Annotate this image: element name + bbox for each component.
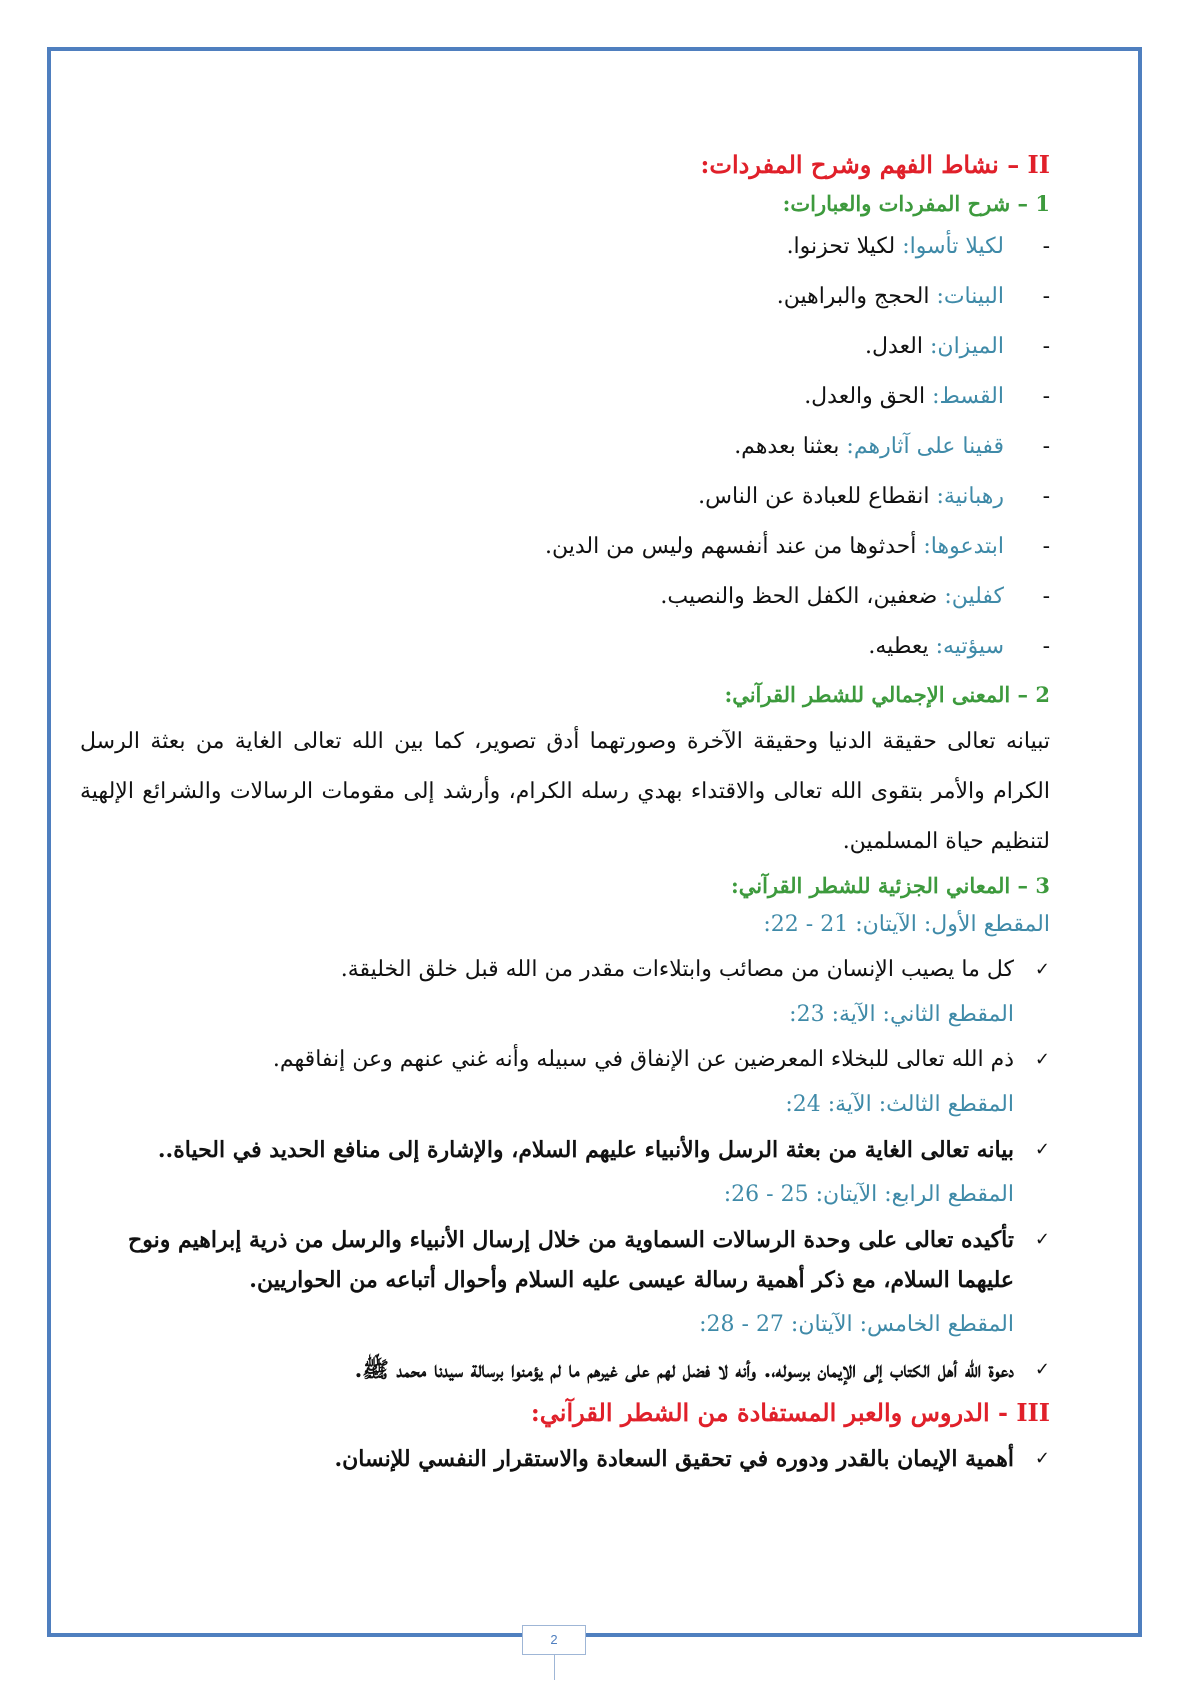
segment-point: ✓ تأكيده تعالى على وحدة الرسالات السماوية من خلال إرسال الأنبياء والرسل من ذرية إبراهيم ونوح عليهما السلام، مع ذكر أهمية رسالة عيسى عليه السلام وأحوال أتباعه من الحواريين. <box>80 1220 1050 1300</box>
check-icon: ✓ <box>1034 959 1050 980</box>
partial-meanings-heading: 3 – المعاني الجزئية للشطر القرآني: <box>730 873 1050 898</box>
vocab-list <box>80 226 1050 676</box>
vocab-heading: 1 – شرح المفردات والعبارات: <box>782 191 1050 216</box>
segment-label: المقطع الأول: الآيتان: 21 - 22: <box>763 912 1050 937</box>
segment-point: ✓ دعوة الله أهل الكتاب إلى الإيمان برسوله،. وأنه لا فضل لهم على غيرهم ما لم يؤمنوا برسالة سيدنا محمد ﷺ. <box>80 1350 1050 1390</box>
check-icon: ✓ <box>1034 1448 1050 1469</box>
lesson-point: ✓ أهمية الإيمان بالقدر ودوره في تحقيق السعادة والاستقرار النفسي للإنسان. <box>80 1439 1050 1479</box>
vocab-item: - ابتدعوها: أحدثوها من عند أنفسهم وليس من الدين. <box>544 534 1050 559</box>
segment-label: المقطع الرابع: الآيتان: 25 - 26: <box>723 1182 1014 1207</box>
vocab-item: - الميزان: العدل. <box>865 334 1050 359</box>
segment-point: ✓ بيانه تعالى الغاية من بعثة الرسل والأنبياء عليهم السلام، والإشارة إلى منافع الحديد في الحياة.. <box>80 1130 1050 1170</box>
vocab-item: - سيؤتيه: يعطيه. <box>868 634 1050 659</box>
section-3-title: III - الدروس والعبر المستفادة من الشطر القرآني: <box>530 1398 1050 1427</box>
vocab-item: - كفلين: ضعفين، الكفل الحظ والنصيب. <box>660 584 1050 609</box>
segment-point: ✓ ذم الله تعالى للبخلاء المعرضين عن الإنفاق في سبيله وأنه غني عنهم وعن إنفاقهم. <box>80 1040 1050 1080</box>
check-icon: ✓ <box>1034 1359 1050 1380</box>
page-number: 2 <box>522 1625 586 1655</box>
section-2-title: II – نشاط الفهم وشرح المفردات: <box>700 150 1050 179</box>
segment-label: المقطع الخامس: الآيتان: 27 - 28: <box>699 1312 1014 1337</box>
general-meaning-paragraph: تبيانه تعالى حقيقة الدنيا وحقيقة الآخرة وصورتهما أدق تصوير، كما بين الله تعالى الغاية من بعثة الرسل الكرام والأمر بتقوى الله تعالى والاقتداء بهدي رسله الكرام، وأرشد إلى مقومات الرسالات والشرائع الإلهية لتنظيم حياة المسلمين. <box>80 729 1050 854</box>
check-icon: ✓ <box>1034 1049 1050 1070</box>
vocab-item: - القسط: الحق والعدل. <box>804 384 1050 409</box>
vocab-item: - رهبانية: انقطاع للعبادة عن الناس. <box>698 484 1050 509</box>
vocab-item: - البينات: الحجج والبراهين. <box>776 284 1050 309</box>
segment-point: ✓ كل ما يصيب الإنسان من مصائب وابتلاءات مقدر من الله قبل خلق الخليقة. <box>80 950 1050 990</box>
vocab-item: - لكيلا تأسوا: لكيلا تحزنوا. <box>786 234 1050 259</box>
document-body <box>80 150 1050 1487</box>
segment-label: المقطع الثالث: الآية: 24: <box>785 1092 1014 1117</box>
page-number-connector <box>554 1655 555 1680</box>
check-icon: ✓ <box>1034 1139 1050 1160</box>
general-meaning-heading: 2 – المعنى الإجمالي للشطر القرآني: <box>724 682 1050 707</box>
check-icon: ✓ <box>1034 1229 1050 1250</box>
vocab-item: - قفينا على آثارهم: بعثنا بعدهم. <box>734 434 1050 459</box>
segment-label: المقطع الثاني: الآية: 23: <box>789 1002 1014 1027</box>
